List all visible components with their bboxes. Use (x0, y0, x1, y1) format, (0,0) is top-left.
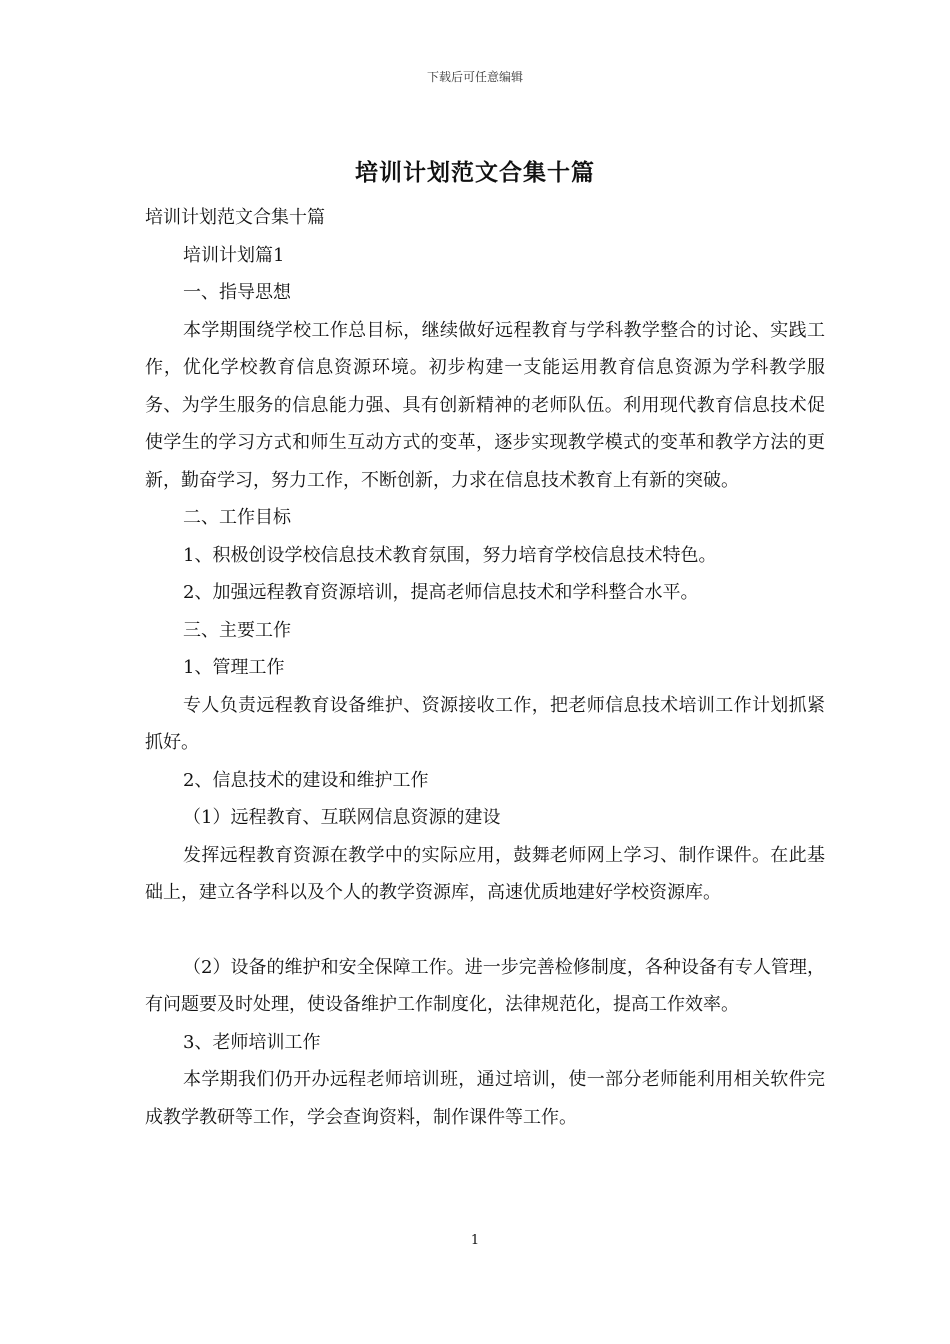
paragraph-remote-education: 发挥远程教育资源在教学中的实际应用，鼓舞老师网上学习、制作课件。在此基础上，建立各学科以及个人的教学资源库，高速优质地建好学校资源库。 (145, 844, 825, 903)
page-number: 1 (470, 1233, 480, 1248)
section-heading-plan-1: 培训计划篇1 (183, 244, 285, 266)
page-header-note: 下载后可任意编辑 (426, 70, 523, 84)
subheading-management: 1、管理工作 (183, 657, 285, 678)
subheading-teacher-training: 3、老师培训工作 (183, 1031, 321, 1053)
document-body (145, 199, 825, 1136)
subtitle-line: 培训计划范文合集十篇 (145, 207, 325, 228)
section-heading-work-goals: 二、工作目标 (183, 507, 291, 528)
subheading-remote-education: （1）远程教育、互联网信息资源的建设 (183, 807, 501, 828)
paragraph-guiding-ideology: 本学期围绕学校工作总目标，继续做好远程教育与学科教学整合的讨论、实践工作，优化学校教育信息资源环境。初步构建一支能运用教育信息资源为学科教学服务、为学生服务的信息能力强、具有创新精神的老师队伍。利用现代教育信息技术促使学生的学习方式和师生互动方式的变革，逐步实现教学模式的变革和教学方法的更新，勤奋学习，努力工作，不断创新，力求在信息技术教育上有新的突破。 (145, 319, 825, 491)
section-heading-guiding-ideology: 一、指导思想 (183, 282, 291, 303)
paragraph-equipment-maintenance: （2）设备的维护和安全保障工作。进一步完善检修制度，各种设备有专人管理，有问题要及时处理，使设备维护工作制度化，法律规范化，提高工作效率。 (145, 956, 825, 1015)
goal-item-1: 1、积极创设学校信息技术教育氛围，努力培育学校信息技术特色。 (183, 544, 717, 566)
goal-item-2: 2、加强远程教育资源培训，提高老师信息技术和学科整合水平。 (183, 582, 699, 603)
paragraph-teacher-training: 本学期我们仍开办远程老师培训班，通过培训，使一部分老师能利用相关软件完成教学教研等工作，学会查询资料，制作课件等工作。 (145, 1069, 825, 1128)
section-heading-main-work: 三、主要工作 (183, 619, 291, 641)
document-title: 培训计划范文合集十篇 (355, 159, 595, 186)
paragraph-management: 专人负责远程教育设备维护、资源接收工作，把老师信息技术培训工作计划抓紧抓好。 (145, 694, 825, 753)
subheading-it-construction: 2、信息技术的建设和维护工作 (183, 769, 429, 791)
